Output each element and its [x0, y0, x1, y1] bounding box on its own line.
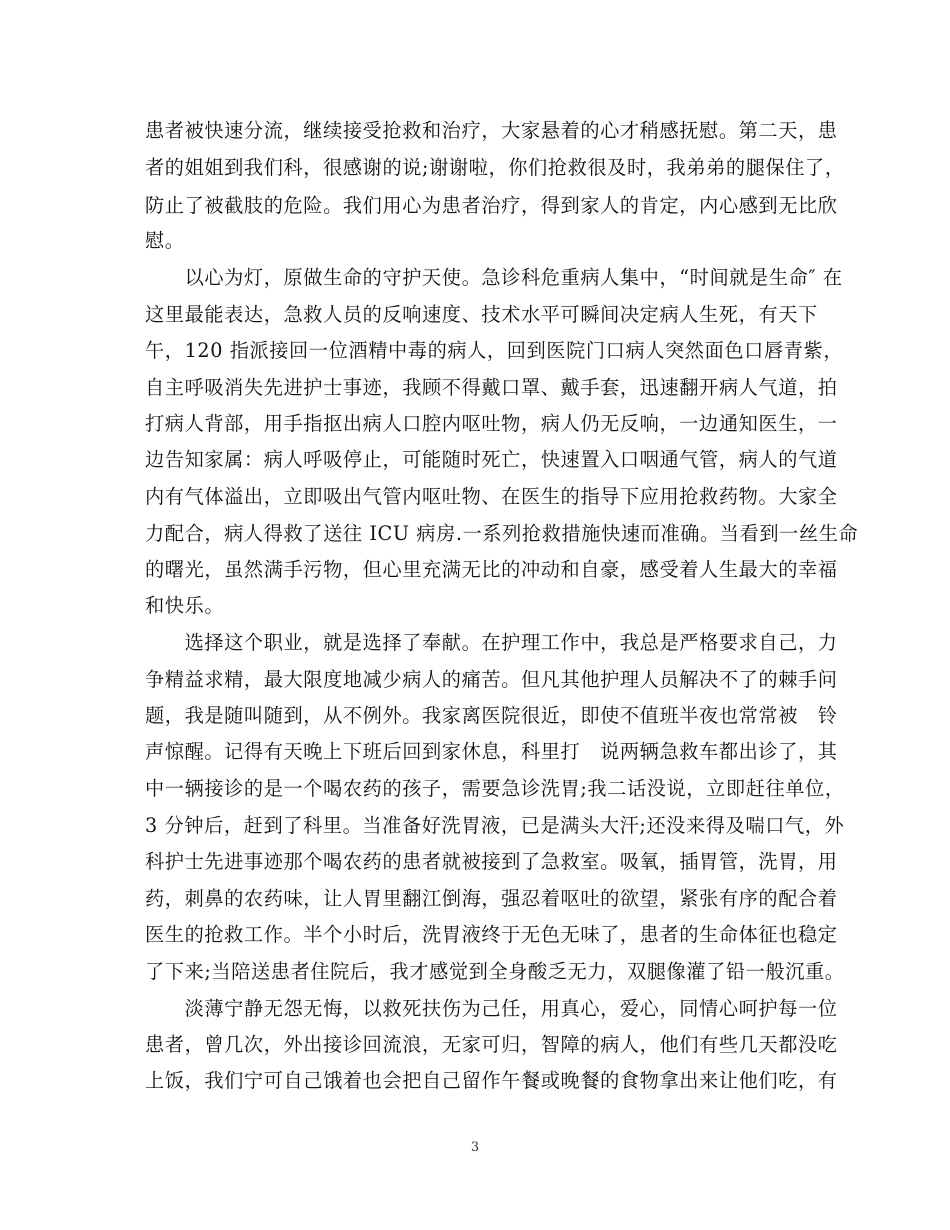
text-line: 力配合，病人得救了送往 ICU 病房.一系列抢救措施快速而准确。当看到一丝生命 [145, 522, 859, 545]
text-line: 边告知家属：病人呼吸停止，可能随时死亡，快速置入口咽通气管，病人的气道 [145, 448, 838, 471]
text-line: 争精益求精，最大限度地减少病人的痛苦。但凡其他护理人员解决不了的棘手问 [145, 668, 838, 691]
text-line: 内有气体溢出，立即吸出气管内呕吐物、在医生的指导下应用抢救药物。大家全 [145, 485, 838, 508]
text-line: 和快乐。 [145, 594, 225, 617]
text-line: 防止了被截肢的危险。我们用心为患者治疗，得到家人的肯定，内心感到无比欣 [145, 194, 838, 217]
text-line: 科护士先进事迹那个喝农药的患者就被接到了急救室。吸氧，插胃管，洗胃，用 [145, 850, 838, 873]
text-line: 了下来;当陪送患者住院后，我才感觉到全身酸乏无力，双腿像灌了铅一般沉重。 [145, 960, 845, 983]
text-line: 打病人背部，用手指抠出病人口腔内呕吐物，病人仍无反响，一边通知医生，一 [145, 412, 838, 435]
text-line: 医生的抢救工作。半个小时后，洗胃液终于无色无味了，患者的生命体征也稳定 [145, 923, 838, 946]
text-line: 上饭，我们宁可自己饿着也会把自己留作午餐或晚餐的食物拿出来让他们吃，有 [145, 1069, 838, 1092]
text-line: 者的姐姐到我们科，很感谢的说;谢谢啦，你们抢救很及时，我弟弟的腿保住了， [145, 156, 845, 179]
text-line: 午，120 指派接回一位酒精中毒的病人，回到医院门口病人突然面色口唇青紫， [145, 339, 844, 362]
text-line: 慰。 [145, 229, 185, 252]
text-line: 患者被快速分流，继续接受抢救和治疗，大家悬着的心才稍感抚慰。第二天，患 [145, 119, 838, 142]
text-line: 患者，曾几次，外出接诊回流浪，无家可归，智障的病人，他们有些几天都没吃 [145, 1033, 838, 1056]
text-line: 的曙光，虽然满手污物，但心里充满无比的冲动和自豪，感受着人生最大的幸福 [145, 558, 838, 581]
text-line: 这里最能表达，急救人员的反响速度、技术水平可瞬间决定病人生死，有天下 [145, 303, 818, 326]
text-line: 声惊醒。记得有天晚上下班后回到家休息，科里打 说两辆急救车都出诊了，其 [145, 740, 838, 763]
text-line: 淡薄宁静无怨无悔，以救死扶伤为己任，用真心，爱心，同情心呵护每一位 [145, 997, 838, 1020]
text-line: 中一辆接诊的是一个喝农药的孩子，需要急诊洗胃;我二话没说，立即赶往单位， [145, 777, 845, 800]
text-line: 药，刺鼻的农药味，让人胃里翻江倒海，强忍着呕吐的欲望，紧张有序的配合着 [145, 887, 838, 910]
text-line: 自主呼吸消失先进护士事迹，我顾不得戴口罩、戴手套，迅速翻开病人气道，拍 [145, 376, 838, 399]
text-line: 选择这个职业，就是选择了奉献。在护理工作中，我总是严格要求自己，力 [145, 631, 838, 654]
text-line: 以心为灯，原做生命的守护天使。急诊科危重病人集中，“时间就是生命″ 在 [145, 266, 843, 289]
text-line: 题，我是随叫随到，从不例外。我家离医院很近，即使不值班半夜也常常被 铃 [145, 704, 838, 727]
page-number: 3 [470, 1140, 480, 1155]
text-line: 3 分钟后，赶到了科里。当准备好洗胃液，已是满头大汗;还没来得及喘口气，外 [145, 814, 845, 837]
